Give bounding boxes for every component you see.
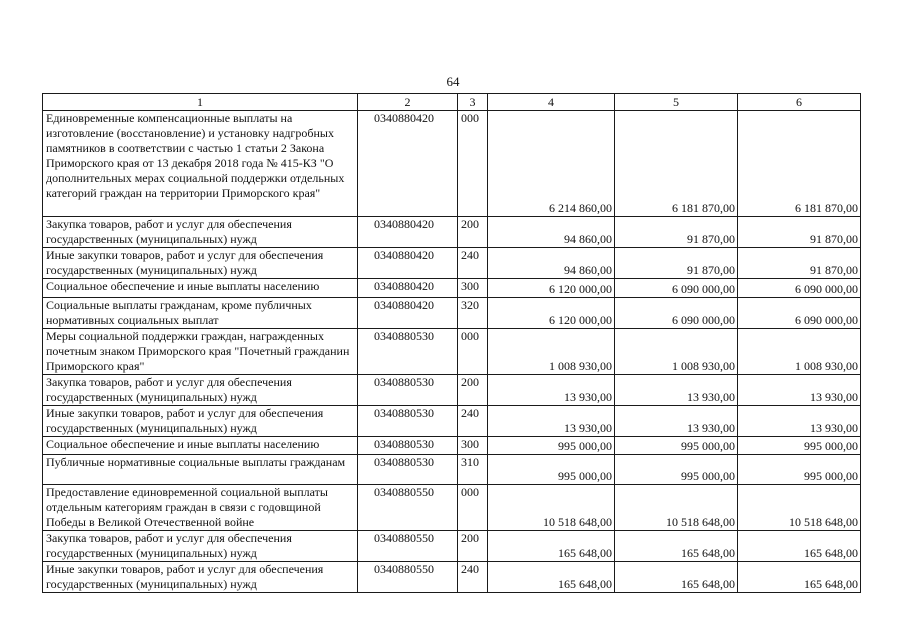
table-row	[43, 217, 861, 248]
row-name: Социальные выплаты гражданам, кроме публичных нормативных социальных выплат	[43, 298, 358, 329]
row-name: Закупка товаров, работ и услуг для обеспечения государственных (муниципальных) нужд	[43, 375, 358, 406]
row-value-col4: 6 120 000,00	[488, 279, 615, 298]
row-name: Единовременные компенсационные выплаты на изготовление (восстановление) и установку надгробных памятников в соответствии с частью 1 статьи 2 Закона Приморского края от 13 декабря 2018 года № 415-КЗ "О дополнительных мерах социальной поддержки отдельных категорий граждан на территории Приморского края"	[43, 111, 358, 217]
row-value-col6: 6 181 870,00	[738, 111, 861, 217]
column-number-3: 3	[458, 94, 488, 111]
table-row	[43, 279, 861, 298]
row-target-code: 0340880530	[358, 437, 458, 455]
row-name: Иные закупки товаров, работ и услуг для обеспечения государственных (муниципальных) нужд	[43, 562, 358, 593]
column-number-5: 5	[615, 94, 738, 111]
row-value-col4: 13 930,00	[488, 406, 615, 437]
row-value-col5: 6 181 870,00	[615, 111, 738, 217]
row-value-col4: 10 518 648,00	[488, 485, 615, 531]
row-value-col4: 165 648,00	[488, 531, 615, 562]
row-value-col6: 995 000,00	[738, 455, 861, 485]
row-name: Закупка товаров, работ и услуг для обеспечения государственных (муниципальных) нужд	[43, 531, 358, 562]
row-value-col6: 1 008 930,00	[738, 329, 861, 375]
column-number-2: 2	[358, 94, 458, 111]
table-row	[43, 562, 861, 593]
row-expense-type: 240	[458, 248, 488, 279]
row-expense-type: 000	[458, 485, 488, 531]
row-value-col5: 995 000,00	[615, 437, 738, 455]
row-value-col6: 91 870,00	[738, 217, 861, 248]
row-value-col5: 13 930,00	[615, 375, 738, 406]
row-expense-type: 200	[458, 375, 488, 406]
row-expense-type: 240	[458, 562, 488, 593]
row-expense-type: 300	[458, 279, 488, 298]
row-value-col4: 6 214 860,00	[488, 111, 615, 217]
row-target-code: 0340880530	[358, 406, 458, 437]
row-value-col6: 6 090 000,00	[738, 298, 861, 329]
row-expense-type: 240	[458, 406, 488, 437]
row-value-col5: 1 008 930,00	[615, 329, 738, 375]
row-value-col5: 165 648,00	[615, 562, 738, 593]
row-value-col4: 13 930,00	[488, 375, 615, 406]
row-value-col6: 165 648,00	[738, 562, 861, 593]
column-number-row	[43, 94, 861, 111]
row-value-col6: 10 518 648,00	[738, 485, 861, 531]
row-name: Социальное обеспечение и иные выплаты населению	[43, 279, 358, 298]
table-row	[43, 111, 861, 217]
row-target-code: 0340880420	[358, 248, 458, 279]
row-value-col6: 13 930,00	[738, 375, 861, 406]
row-value-col6: 91 870,00	[738, 248, 861, 279]
row-value-col4: 1 008 930,00	[488, 329, 615, 375]
row-name: Публичные нормативные социальные выплаты гражданам	[43, 455, 358, 485]
column-number-6: 6	[738, 94, 861, 111]
row-target-code: 0340880420	[358, 279, 458, 298]
row-target-code: 0340880550	[358, 531, 458, 562]
row-value-col6: 13 930,00	[738, 406, 861, 437]
row-value-col6: 165 648,00	[738, 531, 861, 562]
row-value-col5: 91 870,00	[615, 248, 738, 279]
table-row	[43, 298, 861, 329]
row-value-col5: 91 870,00	[615, 217, 738, 248]
row-name: Предоставление единовременной социальной выплаты отдельным категориям граждан в связи с годовщиной Победы в Великой Отечественной войне	[43, 485, 358, 531]
row-target-code: 0340880550	[358, 562, 458, 593]
column-number-1: 1	[43, 94, 358, 111]
row-expense-type: 000	[458, 329, 488, 375]
row-value-col4: 995 000,00	[488, 437, 615, 455]
table-row	[43, 531, 861, 562]
row-name: Иные закупки товаров, работ и услуг для обеспечения государственных (муниципальных) нужд	[43, 248, 358, 279]
row-name: Социальное обеспечение и иные выплаты населению	[43, 437, 358, 455]
row-target-code: 0340880530	[358, 375, 458, 406]
table-row	[43, 455, 861, 485]
row-value-col4: 94 860,00	[488, 217, 615, 248]
table-row	[43, 329, 861, 375]
row-target-code: 0340880530	[358, 329, 458, 375]
row-name: Иные закупки товаров, работ и услуг для обеспечения государственных (муниципальных) нужд	[43, 406, 358, 437]
row-expense-type: 200	[458, 531, 488, 562]
row-target-code: 0340880420	[358, 217, 458, 248]
row-value-col4: 6 120 000,00	[488, 298, 615, 329]
row-target-code: 0340880530	[358, 455, 458, 485]
row-value-col4: 94 860,00	[488, 248, 615, 279]
row-target-code: 0340880420	[358, 111, 458, 217]
row-value-col5: 6 090 000,00	[615, 298, 738, 329]
row-expense-type: 320	[458, 298, 488, 329]
page-number: 64	[446, 74, 460, 89]
row-target-code: 0340880420	[358, 298, 458, 329]
table-row	[43, 485, 861, 531]
row-value-col4: 165 648,00	[488, 562, 615, 593]
row-expense-type: 300	[458, 437, 488, 455]
row-name: Закупка товаров, работ и услуг для обеспечения государственных (муниципальных) нужд	[43, 217, 358, 248]
row-expense-type: 310	[458, 455, 488, 485]
row-value-col5: 6 090 000,00	[615, 279, 738, 298]
table-row	[43, 248, 861, 279]
row-value-col5: 995 000,00	[615, 455, 738, 485]
row-name: Меры социальной поддержки граждан, награжденных почетным знаком Приморского края "Почетный гражданин Приморского края"	[43, 329, 358, 375]
row-value-col5: 10 518 648,00	[615, 485, 738, 531]
row-value-col6: 6 090 000,00	[738, 279, 861, 298]
row-value-col5: 165 648,00	[615, 531, 738, 562]
row-expense-type: 200	[458, 217, 488, 248]
row-expense-type: 000	[458, 111, 488, 217]
row-value-col6: 995 000,00	[738, 437, 861, 455]
column-number-4: 4	[488, 94, 615, 111]
row-target-code: 0340880550	[358, 485, 458, 531]
budget-table	[42, 93, 861, 593]
table-row	[43, 406, 861, 437]
table-row	[43, 375, 861, 406]
row-value-col5: 13 930,00	[615, 406, 738, 437]
row-value-col4: 995 000,00	[488, 455, 615, 485]
table-row	[43, 437, 861, 455]
